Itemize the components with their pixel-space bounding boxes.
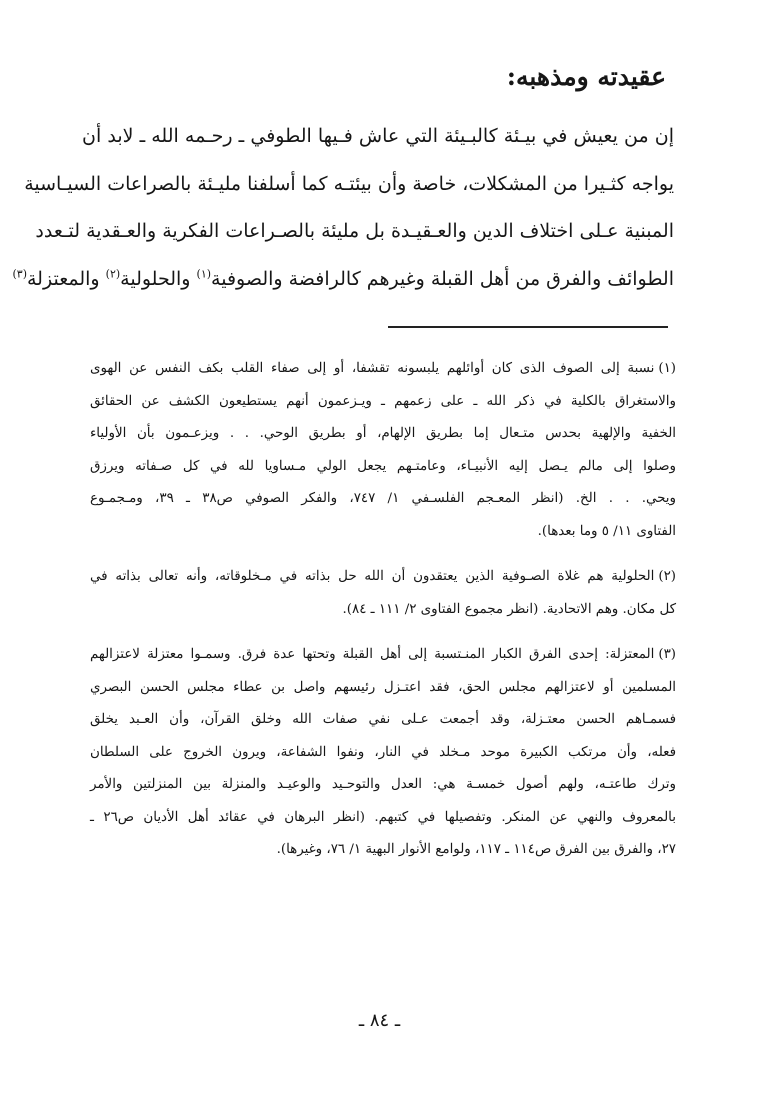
footnote-2-line-2: كل مكان. وهم الاتحادية. (انظر مجموع الفتاوى ٢/ ١١١ ـ ٨٤).: [342, 601, 676, 617]
footnote-2: [90, 561, 676, 626]
body-line-4: [12, 256, 674, 304]
footnote-3: [90, 639, 676, 867]
footnote-3-line-4: فعله، وأن مرتكب الكبيرة موحد مـخلد في النار، ونفوا الشفاعة، ويرون الخروج على السلطان: [90, 744, 676, 760]
footnote-3-line-1: [90, 639, 676, 672]
body-line-2: يواجه كثـيرا من المشكلات، خاصة وأن بيئتـه كما أسلفنا مليـئة بالصراعات السيـاسية: [24, 172, 674, 195]
footnote-3-number: (٣): [658, 647, 676, 662]
footnote-3-line-2: المسلمين أو لاعتزالهم مجلس الحق، فقد اعتـزل رئيسهم واصل بن عطاء مجلس الحسن البصري: [90, 679, 676, 695]
footnote-2-number: (٢): [658, 569, 676, 584]
footnote-3-line-5: وترك طاعتـه، ولهم أصول خمسـة هي: العدل والتوحـيد والوعيـد والمنزلة بين المنزلتين والأمر: [90, 777, 676, 792]
body-line-4-part-a: الطوائف والفرق من أهل القبلة وغيرهم كالرافضة والصوفية: [211, 267, 674, 290]
footnote-1-line-5: ويحي. . . الخ. (انظر المعـجم الفلسـفي ١/ ٧٤٧، والفكر الصوفي ص٣٨ ـ ٣٩، ومـجمـوع: [90, 491, 677, 506]
footnote-2-line-1-text: الحلولية هم غلاة الصـوفية الذين يعتقدون أن الله حل بذاته في مـخلوقاته، وأنه تعالى بذاته في: [90, 569, 655, 584]
footnote-2-line-1: [90, 561, 676, 594]
body-line-1: إن من يعيش في بيـئة كالبـيئة التي عاش فـيها الطوفي ـ رحـمه الله ـ لابد أن: [82, 125, 674, 147]
footnote-marker-1: (١): [196, 267, 212, 281]
footnote-marker-3: (٣): [12, 267, 27, 281]
footnotes: [90, 353, 676, 880]
footnote-3-line-6: بالمعروف والنهي عن المنكر. وتفصيلها في كتبهم. (انظر البرهان في عقائد أهل الأديان ص٢٦ ـ: [90, 809, 676, 825]
footnote-marker-2: (٢): [105, 267, 121, 281]
footnote-1-line-4: وصلوا إلى مالم يـصل إليه الأنبيـاء، وعامتـهم يجعل الولي مـساويا لله في كل صـفاته ويرزق: [90, 458, 676, 474]
footnote-1-line-2: والاستغراق بالكلية في ذكر الله ـ على زعمهم ـ ويـزعمون أنهم يستطيعون الكشف عن الحقائق: [90, 393, 676, 409]
body-line-3: المبنية عـلى اختلاف الدين والعـقيـدة بل مليئة بالصـراعات الفكرية والعـقدية لتـعدد: [35, 220, 674, 242]
footnote-separator: [388, 326, 668, 328]
footnote-1-line-1-text: نسبة إلى الصوف الذى كان أوائلهم يلبسونه تقشفا، أو إلى صفاء القلب بكف النفس عن الهوى: [90, 361, 655, 376]
footnote-1: [90, 353, 676, 548]
main-paragraph: [12, 113, 674, 303]
body-line-4-part-b: والحلولية: [120, 267, 197, 290]
footnote-1-line-1: [90, 353, 676, 386]
section-heading: عقيدته ومذهبه:: [506, 62, 666, 91]
footnote-1-line-3: الخفية والإلهية بحدس متـعال إما بطريق الإلهام، أو بطريق الوحي. . . ويزعـمون بأن الأولياء: [90, 426, 676, 441]
footnote-1-number: (١): [658, 361, 676, 376]
footnote-3-line-7: ٢٧، والفرق بين الفرق ص١١٤ ـ ١١٧، ولوامع الأنوار البهية ١/ ٧٦، وغيرها).: [276, 842, 676, 857]
footnote-3-line-3: فسمـاهم الحسن معتـزلة، وقد أجمعت عـلى نفي صفات الله وخلق القرآن، وأن العـبد يخلق: [90, 712, 676, 727]
body-line-4-part-c: والمعتزلة: [27, 267, 106, 290]
page-number: ـ ٨٤ ـ: [358, 1010, 401, 1031]
footnote-1-line-6: الفتاوى ١١/ ٥ وما بعدها).: [537, 523, 676, 539]
footnote-3-line-1-text: المعتزلة: إحدى الفرق الكبار المنـتسبة إلى أهل القبلة وتحتها عدة فرق. وسمـوا معتزلة لاعتزالهم: [90, 647, 655, 662]
